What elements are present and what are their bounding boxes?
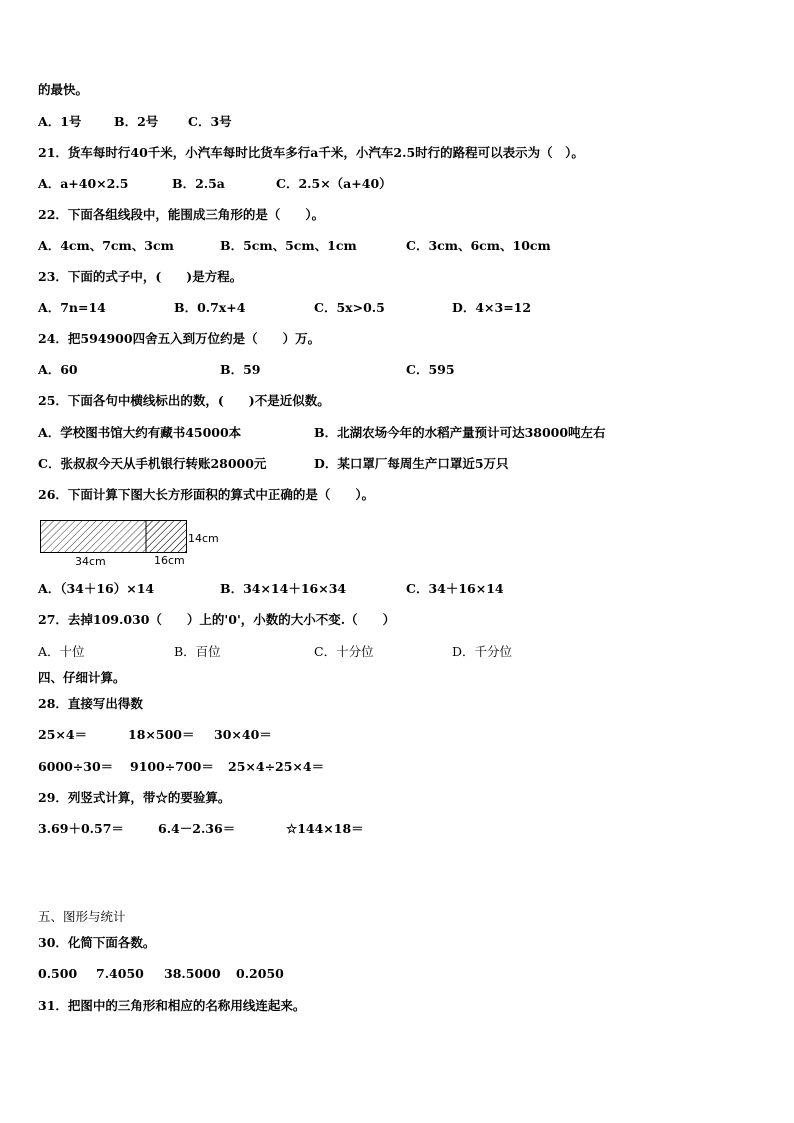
height-label: 14cm — [188, 532, 219, 545]
option-c: C．3号 — [188, 114, 232, 129]
option-a: A．学校图书馆大约有藏书45000本 — [38, 425, 242, 440]
option-a: A．60 — [38, 362, 78, 377]
option-d: D．某口罩厂每周生产口罩近5万只 — [314, 456, 509, 471]
rectangle-diagram — [40, 520, 240, 572]
option-c: C．3cm、6cm、10cm — [406, 238, 551, 253]
option-b: B．5cm、5cm、1cm — [220, 238, 357, 253]
section-4-heading: 四、仔细计算。 — [38, 670, 126, 685]
option-a: A．十位 — [38, 644, 85, 659]
question-27: 27．去掉109.030（ ）上的'0'，小数的大小不变.（ ） — [38, 612, 396, 627]
option-b: B．0.7x+4 — [174, 300, 246, 315]
option-b: B．59 — [220, 362, 261, 377]
question-21: 21．货车每时行40千米，小汽车每时比货车多行a千米，小汽车2.5时行的路程可以表示为（ ）。 — [38, 145, 584, 160]
option-b: B．2.5a — [172, 176, 225, 191]
question-31: 31．把图中的三角形和相应的名称用线连起来。 — [38, 998, 306, 1013]
option-a: A．（34＋16）×14 — [38, 581, 155, 596]
option-c: C．张叔叔今天从手机银行转账28000元 — [38, 456, 267, 471]
option-a: A．a+40×2.5 — [38, 176, 129, 191]
question-26: 26．下面计算下图大长方形面积的算式中正确的是（ ）。 — [38, 487, 375, 502]
number-item: 0.500 — [38, 966, 78, 981]
option-d: D．千分位 — [452, 644, 513, 659]
calc-item: ☆144×18＝ — [286, 821, 364, 836]
right-width-label: 16cm — [154, 554, 185, 567]
left-width-label: 34cm — [75, 555, 106, 568]
option-c: C．5x>0.5 — [314, 300, 385, 315]
section-5-heading: 五、图形与统计 — [38, 909, 126, 924]
question-28: 28．直接写出得数 — [38, 696, 143, 711]
calc-item: 6.4－2.36＝ — [158, 821, 236, 836]
option-b: B．34×14＋16×34 — [220, 581, 347, 596]
number-item: 0.2050 — [236, 966, 284, 981]
option-c: C．十分位 — [314, 644, 374, 659]
question-29: 29．列竖式计算，带☆的要验算。 — [38, 790, 231, 805]
option-d: D．4×3=12 — [452, 300, 532, 315]
question-22: 22．下面各组线段中，能围成三角形的是（ ）。 — [38, 207, 325, 222]
option-c: C．595 — [406, 362, 455, 377]
calc-item: 9100÷700＝ — [130, 759, 214, 774]
question-30: 30．化简下面各数。 — [38, 935, 156, 950]
option-b: B．北湖农场今年的水稻产量预计可达38000吨左右 — [314, 425, 606, 440]
option-c: C．2.5×（a+40） — [276, 176, 392, 191]
option-a: A．1号 — [38, 114, 82, 129]
calc-item: 3.69＋0.57＝ — [38, 821, 124, 836]
option-b: B．2号 — [114, 114, 159, 129]
calc-item: 25×4＝ — [38, 727, 88, 742]
question-25: 25．下面各句中横线标出的数，( )不是近似数。 — [38, 393, 330, 408]
option-b: B．百位 — [174, 644, 221, 659]
calc-item: 18×500＝ — [128, 727, 195, 742]
calc-item: 6000÷30＝ — [38, 759, 114, 774]
calc-item: 25×4÷25×4＝ — [228, 759, 325, 774]
number-item: 7.4050 — [96, 966, 144, 981]
question-24: 24．把594900四舍五入到万位约是（ ）万。 — [38, 331, 321, 346]
option-a: A．4cm、7cm、3cm — [38, 238, 174, 253]
small-rectangle — [146, 521, 187, 553]
line-continuation: 的最快。 — [38, 82, 89, 97]
option-c: C．34＋16×14 — [406, 581, 504, 596]
option-a: A．7n=14 — [38, 300, 106, 315]
question-23: 23．下面的式子中，( )是方程。 — [38, 269, 243, 284]
calc-item: 30×40＝ — [214, 727, 272, 742]
number-item: 38.5000 — [164, 966, 221, 981]
